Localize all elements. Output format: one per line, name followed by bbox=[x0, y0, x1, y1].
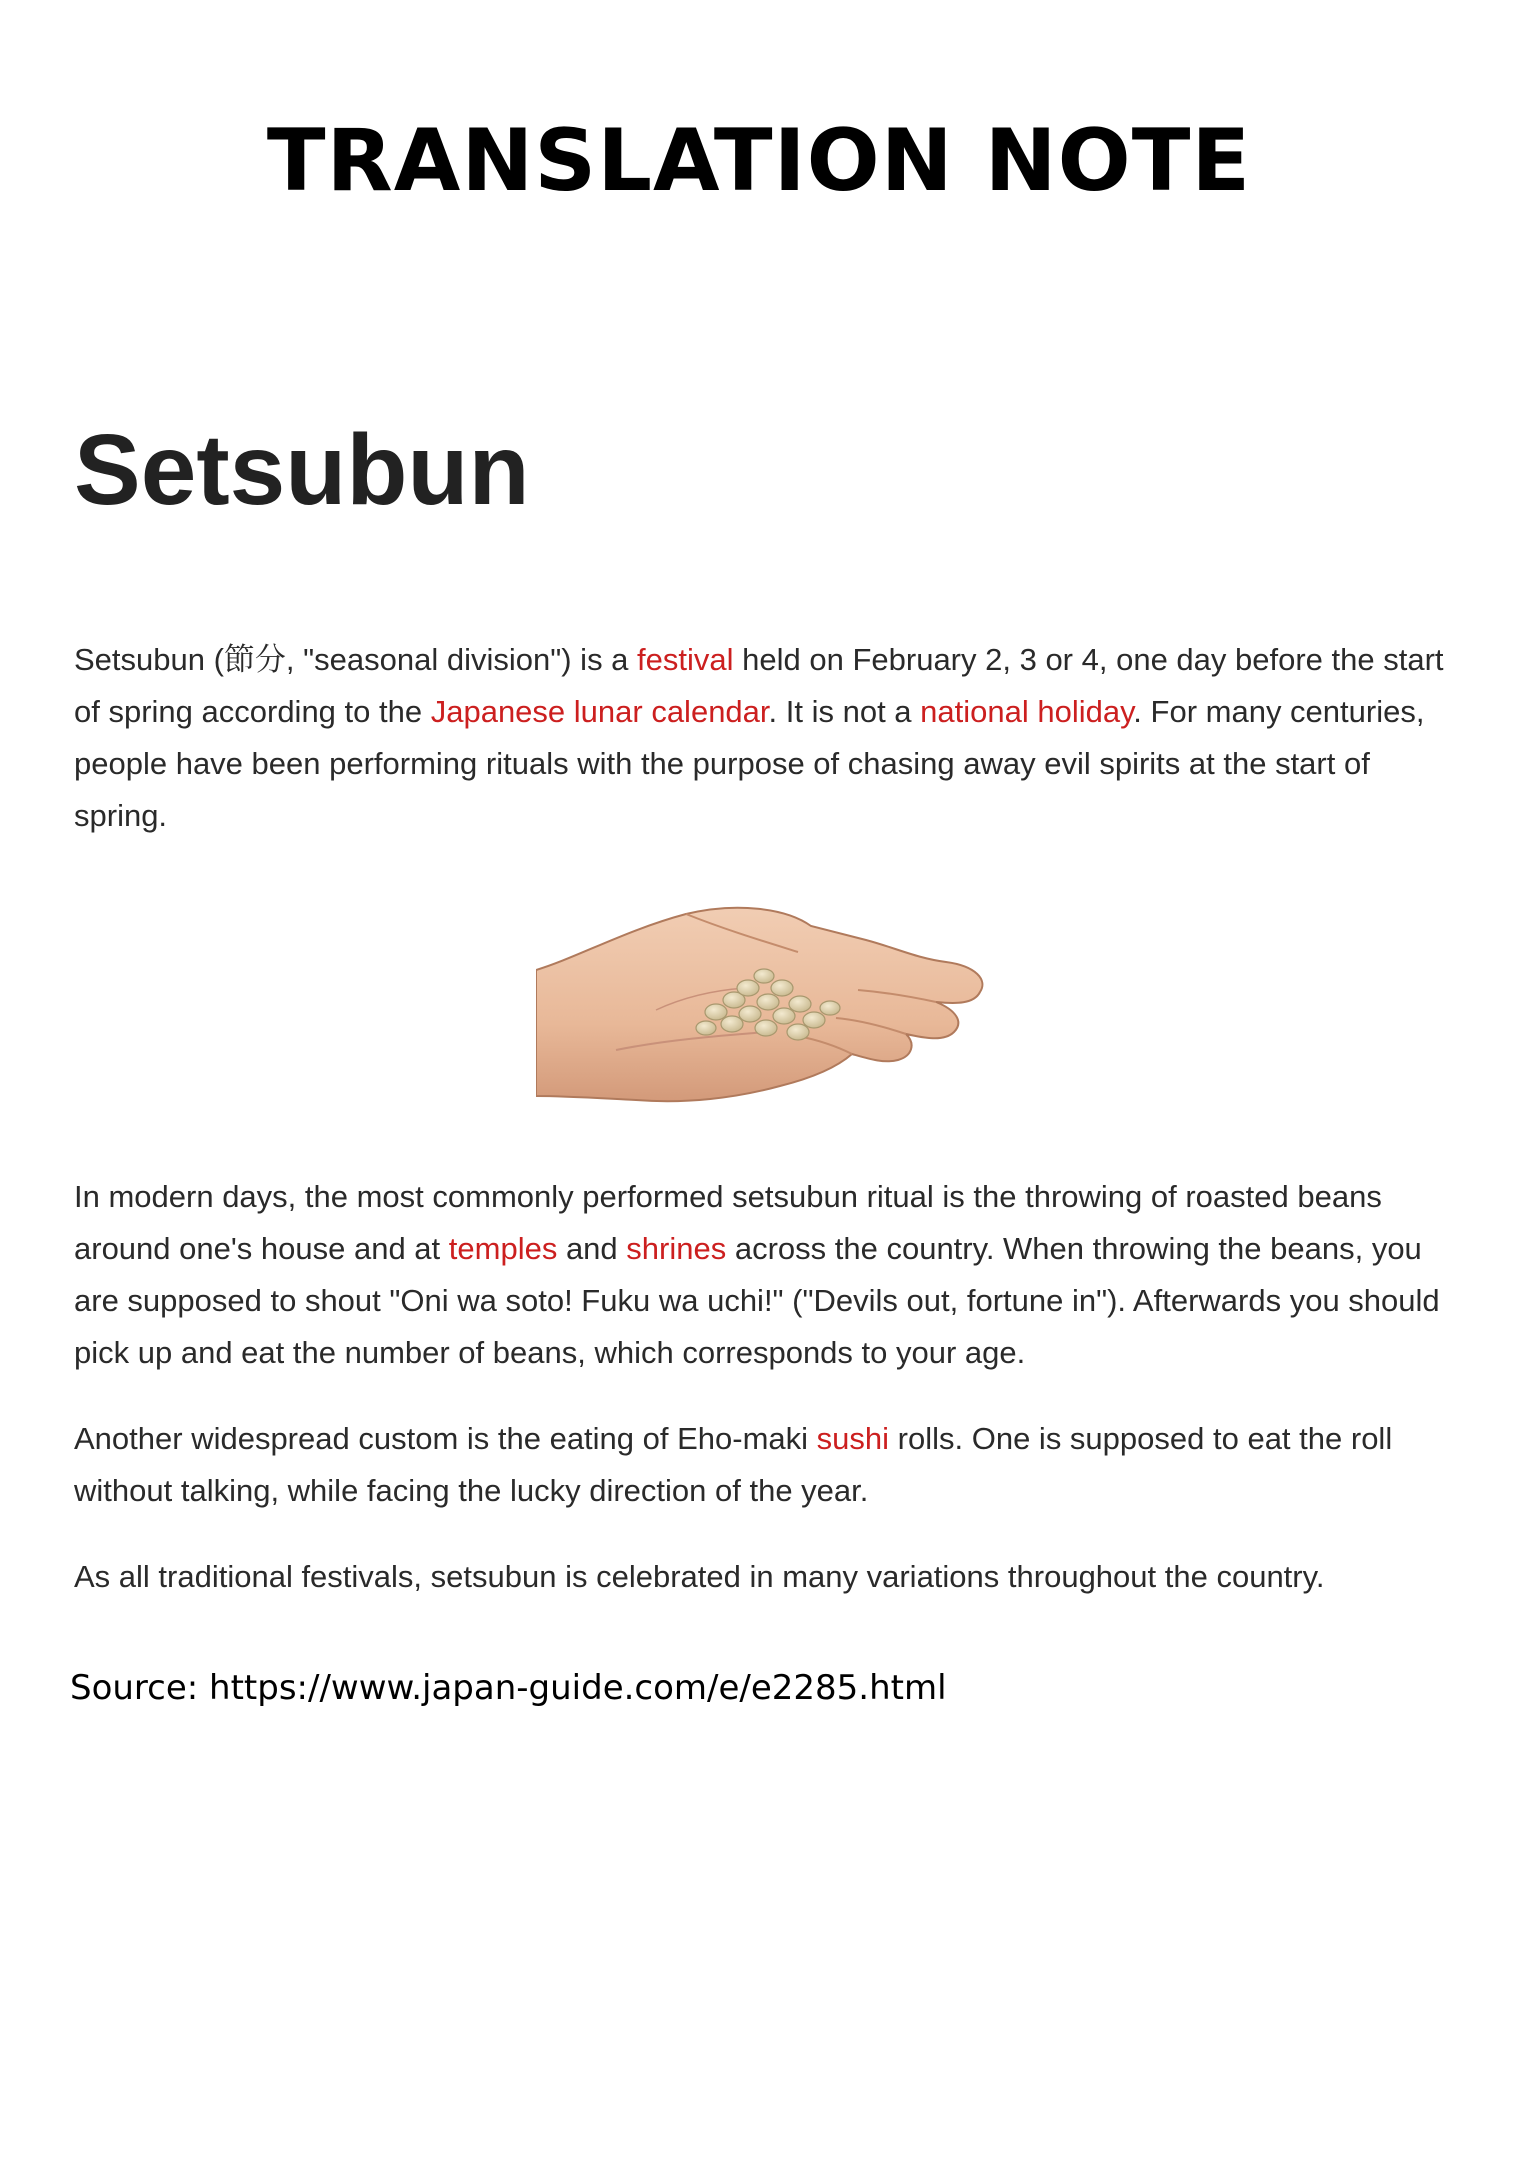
eho-maki-paragraph bbox=[74, 1413, 1454, 1517]
text-segment: . It is not a bbox=[768, 694, 921, 729]
text-segment: In modern days, the most commonly performed setsubun ritual is the throwing of roasted beans around one's house and at bbox=[74, 1179, 1382, 1266]
text-segment: across the country. When throwing the beans, you are supposed to shout "Oni wa soto! Fuku wa uchi!" ("Devils out, fortune in"). Afterwards you should pick up and eat the number of beans, which corresponds to your age. bbox=[74, 1231, 1440, 1370]
festival-link[interactable]: festival bbox=[637, 642, 734, 677]
variations-paragraph bbox=[74, 1551, 1454, 1603]
hand-holding-beans-photo bbox=[536, 900, 988, 1106]
text-segment: Setsubun (節分, "seasonal division") is a bbox=[74, 642, 638, 677]
text-segment: . For many centuries, people have been performing rituals with the purpose of chasing away evil spirits at the start of spring. bbox=[74, 694, 1425, 833]
sushi-link[interactable]: sushi bbox=[816, 1421, 890, 1456]
text-segment: held on February 2, 3 or 4, one day before the start of spring according to the bbox=[74, 642, 1444, 729]
intro-paragraph bbox=[74, 634, 1454, 842]
text-segment: Another widespread custom is the eating of Eho-maki bbox=[74, 1421, 817, 1456]
text-segment: As all traditional festivals, setsubun is celebrated in many variations throughout the country. bbox=[74, 1559, 1325, 1594]
japanese-lunar-calendar-link[interactable]: Japanese lunar calendar bbox=[430, 694, 769, 729]
temples-link[interactable]: temples bbox=[448, 1231, 558, 1266]
text-segment: and bbox=[557, 1231, 627, 1266]
national-holiday-link[interactable]: national holiday bbox=[920, 694, 1134, 729]
bean-throwing-paragraph bbox=[74, 1171, 1454, 1379]
note-title: TRANSLATION NOTE bbox=[266, 111, 1252, 211]
text-segment: rolls. One is supposed to eat the roll without talking, while facing the lucky direction of the year. bbox=[74, 1421, 1393, 1508]
article-title: Setsubun bbox=[74, 414, 530, 526]
shrines-link[interactable]: shrines bbox=[626, 1231, 727, 1266]
source-citation: Source: https://www.japan-guide.com/e/e2285.html bbox=[70, 1668, 947, 1708]
